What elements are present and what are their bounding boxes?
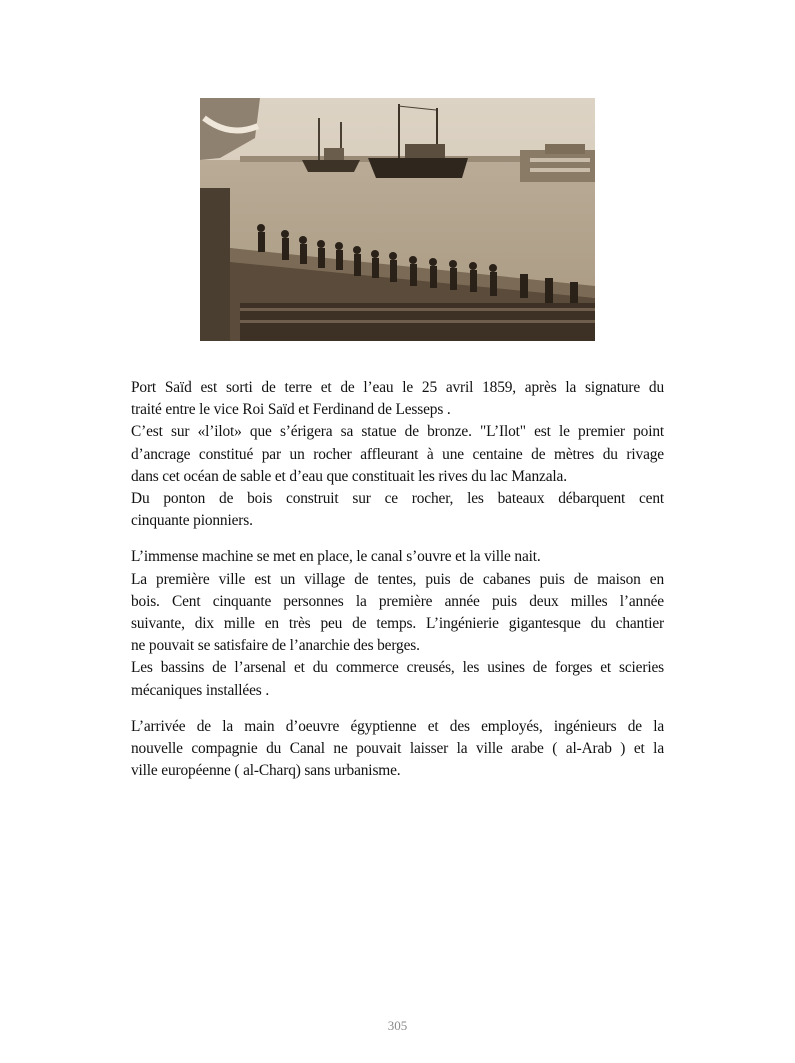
- paragraph-spacer: [131, 532, 664, 546]
- text-line: dans cet océan de sable et d’eau que constituait les rives du lac Manzala.: [131, 467, 567, 485]
- text-line: L’immense machine se met en place, le canal s’ouvre et la ville nait.: [131, 548, 541, 566]
- paragraph-spacer: [131, 702, 664, 716]
- text-line: Les bassins de l’arsenal et du commerce creusés, les usines de forges et scieries: [131, 659, 664, 677]
- port-said-photo: [200, 98, 595, 341]
- text-line: L’arrivée de la main d’oeuvre égyptienne et des employés, ingénieurs de la: [131, 717, 664, 735]
- paragraph-3: [131, 716, 664, 783]
- text-line: d’ancrage constitué par un rocher affleurant à une centaine de mètres du rivage: [131, 445, 664, 463]
- page-number: 305: [387, 1018, 408, 1033]
- text-line: ne pouvait se satisfaire de l’anarchie des berges.: [131, 637, 420, 655]
- text-line: bois. Cent cinquante personnes la première année puis deux milles l’année: [131, 592, 664, 610]
- paragraph-2: [131, 546, 664, 701]
- text-line: C’est sur «l’ilot» que s’érigera sa statue de bronze. "L’Ilot" est le premier point: [131, 423, 664, 441]
- text-line: traité entre le vice Roi Saïd et Ferdinand de Lesseps .: [131, 401, 451, 419]
- text-line: cinquante pionniers.: [131, 512, 253, 530]
- text-line: mécaniques installées .: [131, 681, 270, 699]
- paragraph-1: [131, 377, 664, 532]
- text-line: ville européenne ( al-Charq) sans urbanisme.: [131, 762, 401, 780]
- text-line: nouvelle compagnie du Canal ne pouvait laisser la ville arabe ( al-Arab ) et la: [131, 740, 664, 758]
- text-line: La première ville est un village de tentes, puis de cabanes puis de maison en: [131, 570, 664, 588]
- text-line: Port Saïd est sorti de terre et de l’eau le 25 avril 1859, après la signature du: [131, 379, 664, 396]
- text-line: Du ponton de bois construit sur ce rocher, les bateaux débarquent cent: [131, 490, 664, 508]
- body-text: [131, 377, 664, 782]
- text-line: suivante, dix mille en très peu de temps. L’ingénierie gigantesque du chantier: [131, 615, 664, 633]
